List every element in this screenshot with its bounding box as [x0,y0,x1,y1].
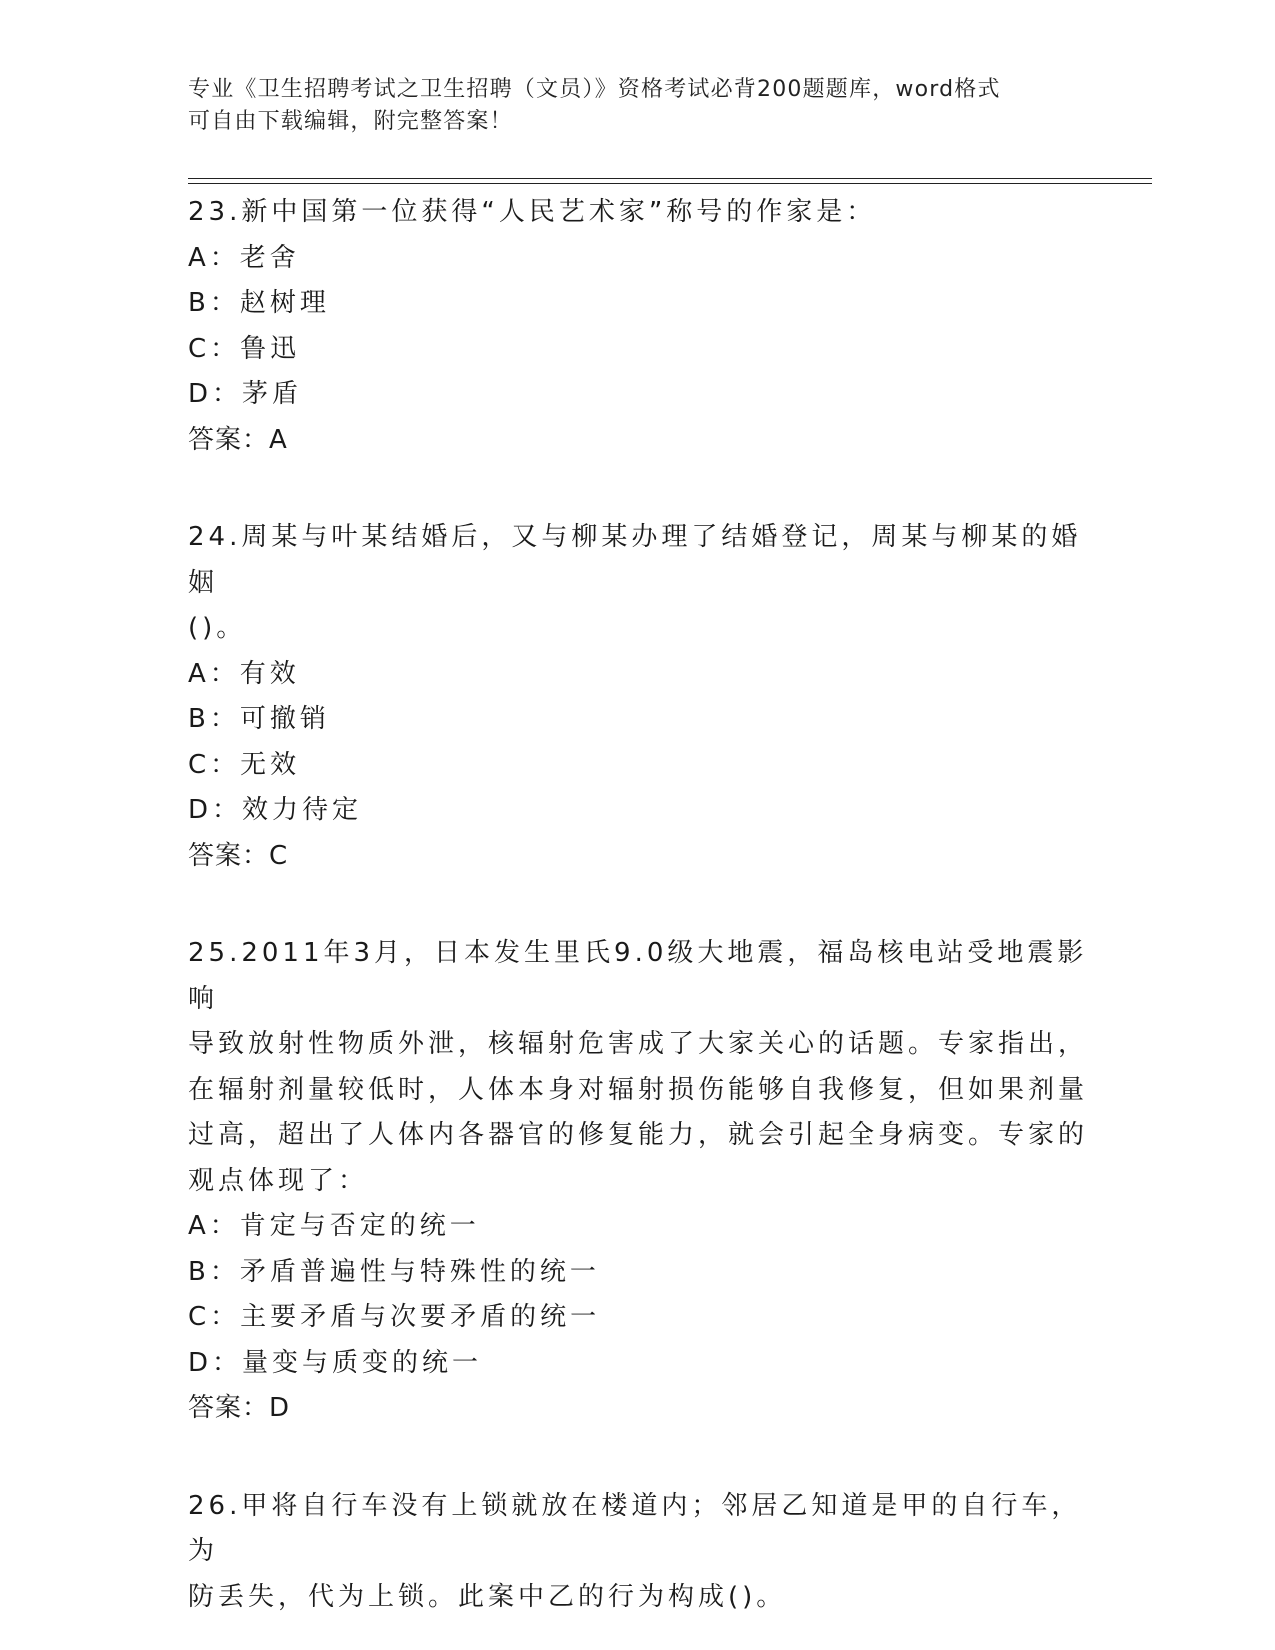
option-c: C：主要矛盾与次要矛盾的统一 [188,1302,601,1332]
stem-line: 25.2011年3月，日本发生里氏9.0级大地震，福岛核电站受地震影响 [188,938,1088,1014]
option-b: B：赵树理 [188,288,330,318]
question-stem [188,190,1108,236]
option-d: D：效力待定 [188,795,363,825]
question-24 [188,515,1108,879]
answer: 答案：C [188,840,289,871]
stem-line: ()。 [188,613,247,643]
option-a: A：肯定与否定的统一 [188,1211,480,1241]
document-header [188,74,1088,138]
stem-line: 26.甲将自行车没有上锁就放在楼道内；邻居乙知道是甲的自行车，为 [188,1490,1082,1566]
stem-line: 23.新中国第一位获得“人民艺术家”称号的作家是： [188,197,877,227]
question-stem [188,1484,1108,1621]
header-divider-bottom [188,183,1152,184]
question-23 [188,190,1108,463]
stem-line: 防丢失，代为上锁。此案中乙的行为构成()。 [188,1581,787,1612]
question-stem [188,515,1108,652]
stem-line: 观点体现了： [188,1165,369,1196]
header-line-2: 可自由下载编辑，附完整答案！ [188,109,513,134]
header-line-1: 专业《卫生招聘考试之卫生招聘（文员）》资格考试必背200题题库，word格式 [188,77,1001,102]
question-25 [188,931,1108,1432]
stem-line: 导致放射性物质外泄，核辐射危害成了大家关心的话题。专家指出， [188,1029,1089,1059]
option-a: A：有效 [188,658,300,689]
stem-line: 在辐射剂量较低时，人体本身对辐射损伤能够自我修复，但如果剂量 [188,1074,1089,1105]
stem-line: 24.周某与叶某结婚后，又与柳某办理了结婚登记，周某与柳某的婚姻 [188,522,1082,598]
question-list [188,190,1108,1620]
question-stem [188,931,1108,1204]
header-divider-top [188,178,1152,179]
option-c: C：鲁迅 [188,333,301,364]
option-d: D：量变与质变的统一 [188,1347,483,1378]
option-d: D：茅盾 [188,379,303,409]
option-b: B：矛盾普遍性与特殊性的统一 [188,1256,600,1287]
answer: 答案：A [188,424,288,455]
option-b: B：可撤销 [188,704,330,734]
answer: 答案：D [188,1393,291,1423]
stem-line: 过高，超出了人体内各器官的修复能力，就会引起全身病变。专家的 [188,1120,1089,1150]
question-26 [188,1484,1108,1621]
option-a: A：老舍 [188,242,300,273]
option-c: C：无效 [188,749,301,780]
